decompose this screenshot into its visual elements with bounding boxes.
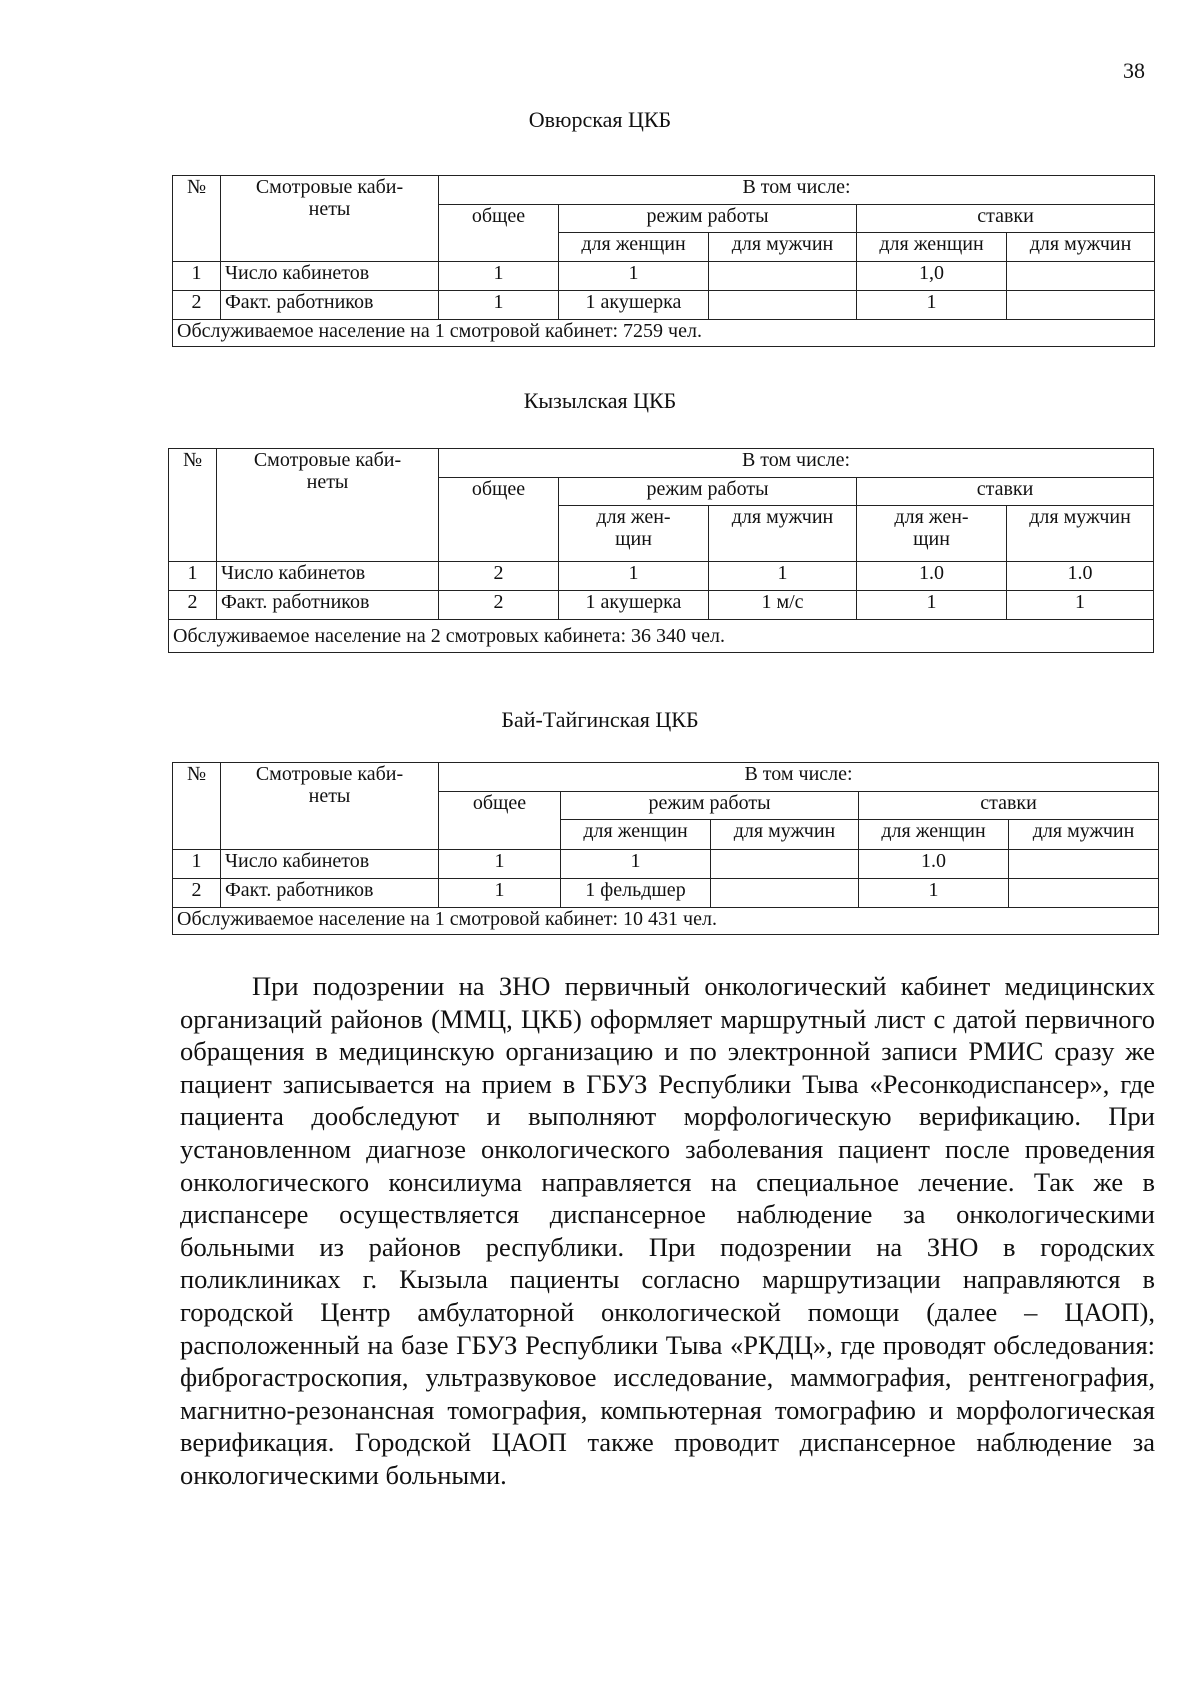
row-mode-men bbox=[711, 879, 859, 908]
row-no: 1 bbox=[169, 562, 217, 591]
header-rate-women-line2: щин bbox=[913, 528, 950, 551]
table-note: Обслуживаемое население на 1 смотровой кабинет: 10 431 чел. bbox=[173, 908, 1159, 935]
row-total: 1 bbox=[439, 850, 561, 879]
row-total: 1 bbox=[439, 262, 559, 291]
row-rate-women: 1.0 bbox=[859, 850, 1009, 879]
row-name: Факт. работников bbox=[221, 291, 439, 320]
table-ovyur bbox=[172, 175, 1155, 347]
row-no: 2 bbox=[173, 291, 221, 320]
row-mode-women: 1 акушерка bbox=[559, 291, 709, 320]
header-rate-women: для женщин bbox=[857, 233, 1007, 262]
header-rate-men: для мужчин bbox=[1009, 820, 1159, 850]
row-name: Факт. работников bbox=[221, 879, 439, 908]
header-including: В том числе: bbox=[439, 449, 1154, 478]
row-mode-men bbox=[709, 262, 857, 291]
header-mode-women-line1: для жен- bbox=[596, 506, 671, 528]
row-total: 2 bbox=[439, 562, 559, 591]
table-note: Обслуживаемое население на 1 смотровой кабинет: 7259 чел. bbox=[173, 320, 1155, 347]
row-total: 1 bbox=[439, 291, 559, 320]
header-name-line1: Смотровые каби- bbox=[253, 449, 402, 471]
row-rate-men bbox=[1009, 879, 1159, 908]
table-kyzyl bbox=[168, 448, 1154, 653]
row-rate-men bbox=[1007, 262, 1155, 291]
row-mode-men: 1 м/с bbox=[709, 591, 857, 620]
table-row bbox=[173, 291, 1155, 320]
row-total: 1 bbox=[439, 879, 561, 908]
row-rate-men bbox=[1007, 291, 1155, 320]
header-mode: режим работы bbox=[559, 478, 857, 506]
header-rate-men: для мужчин bbox=[1007, 506, 1154, 562]
header-mode-men: для мужчин bbox=[711, 820, 859, 850]
header-name bbox=[221, 763, 439, 850]
row-name: Факт. работников bbox=[217, 591, 439, 620]
header-mode-men: для мужчин bbox=[709, 233, 857, 262]
table-row bbox=[173, 850, 1159, 879]
header-total: общее bbox=[439, 792, 561, 850]
row-rate-women: 1,0 bbox=[857, 262, 1007, 291]
row-name: Число кабинетов bbox=[221, 850, 439, 879]
table-note: Обслуживаемое население на 2 смотровых кабинета: 36 340 чел. bbox=[169, 620, 1154, 653]
header-no: № bbox=[169, 449, 217, 562]
row-rate-men: 1 bbox=[1007, 591, 1154, 620]
row-name: Число кабинетов bbox=[217, 562, 439, 591]
header-mode-men: для мужчин bbox=[709, 506, 857, 562]
header-name bbox=[217, 449, 439, 562]
header-name-line2: неты bbox=[308, 785, 351, 808]
header-mode-women bbox=[559, 506, 709, 562]
header-name bbox=[221, 176, 439, 262]
row-mode-women: 1 акушерка bbox=[559, 591, 709, 620]
header-mode-women-line2: щин bbox=[615, 528, 652, 551]
table-row bbox=[173, 879, 1159, 908]
row-rate-men bbox=[1009, 850, 1159, 879]
row-mode-men bbox=[711, 850, 859, 879]
header-mode: режим работы bbox=[561, 792, 859, 820]
page-number: 38 bbox=[1123, 58, 1145, 83]
row-no: 2 bbox=[169, 591, 217, 620]
header-no: № bbox=[173, 176, 221, 262]
table-3-title: Бай-Тайгинская ЦКБ bbox=[501, 707, 699, 732]
header-rate-women-line1: для жен- bbox=[894, 506, 969, 528]
table-1-title: Овюрская ЦКБ bbox=[528, 107, 672, 132]
header-mode-women: для женщин bbox=[559, 233, 709, 262]
row-rate-men: 1.0 bbox=[1007, 562, 1154, 591]
table-bai-taiga bbox=[172, 762, 1159, 935]
table-row bbox=[173, 262, 1155, 291]
table-row bbox=[169, 591, 1154, 620]
table-row bbox=[169, 562, 1154, 591]
row-mode-women: 1 bbox=[559, 562, 709, 591]
header-no: № bbox=[173, 763, 221, 850]
row-mode-women: 1 bbox=[561, 850, 711, 879]
header-name-line2: неты bbox=[308, 198, 351, 221]
row-rate-women: 1 bbox=[859, 879, 1009, 908]
row-no: 2 bbox=[173, 879, 221, 908]
row-no: 1 bbox=[173, 262, 221, 291]
body-paragraph: При подозрении на ЗНО первичный онкологический кабинет медицинских организаций районов (ММЦ, ЦКБ) оформляет маршрутный лист с датой первичного обращения в медицинскую организацию и по электронной записи РМИС сразу же пациент записывается на прием в ГБУЗ Республики Тыва «Ресонкодиспансер», где пациента дообследуют и выполняют морфологическую верификацию. При установленном диагнозе онкологического заболевания пациент после проведения онкологического консилиума направляется на специальное лечение. Так же в диспансере осуществляется диспансерное наблюдение за онкологическими больными из районов республики. При подозрении на ЗНО в городских поликлиниках г. Кызыла пациенты согласно маршрутизации направляются в городской Центр амбулаторной онкологической помощи (далее – ЦАОП), расположенный на базе ГБУЗ Республики Тыва «РКДЦ», где проводят обследования: фиброгастроскопия, ультразвуковое исследование, маммография, рентгенография, магнитно-резонансная томография, компьютерная томографию и морфологическая верификация. Городской ЦАОП также проводит диспансерное наблюдение за онкологическими больными. bbox=[180, 971, 1155, 1490]
header-rates: ставки bbox=[857, 205, 1155, 233]
header-mode-women: для женщин bbox=[561, 820, 711, 850]
row-mode-women: 1 фельдшер bbox=[561, 879, 711, 908]
row-mode-men bbox=[709, 291, 857, 320]
row-total: 2 bbox=[439, 591, 559, 620]
header-rate-men: для мужчин bbox=[1007, 233, 1155, 262]
row-rate-women: 1 bbox=[857, 591, 1007, 620]
header-name-line2: неты bbox=[306, 471, 349, 494]
row-mode-women: 1 bbox=[559, 262, 709, 291]
header-rate-women: для женщин bbox=[859, 820, 1009, 850]
row-mode-men: 1 bbox=[709, 562, 857, 591]
header-name-line1: Смотровые каби- bbox=[255, 763, 404, 785]
header-rates: ставки bbox=[859, 792, 1159, 820]
header-rate-women bbox=[857, 506, 1007, 562]
header-including: В том числе: bbox=[439, 176, 1155, 205]
row-name: Число кабинетов bbox=[221, 262, 439, 291]
header-rates: ставки bbox=[857, 478, 1154, 506]
header-name-line1: Смотровые каби- bbox=[255, 176, 404, 198]
header-mode: режим работы bbox=[559, 205, 857, 233]
row-rate-women: 1 bbox=[857, 291, 1007, 320]
header-total: общее bbox=[439, 478, 559, 562]
table-2-title: Кызылская ЦКБ bbox=[523, 388, 677, 413]
header-including: В том числе: bbox=[439, 763, 1159, 792]
header-total: общее bbox=[439, 205, 559, 262]
row-no: 1 bbox=[173, 850, 221, 879]
row-rate-women: 1.0 bbox=[857, 562, 1007, 591]
